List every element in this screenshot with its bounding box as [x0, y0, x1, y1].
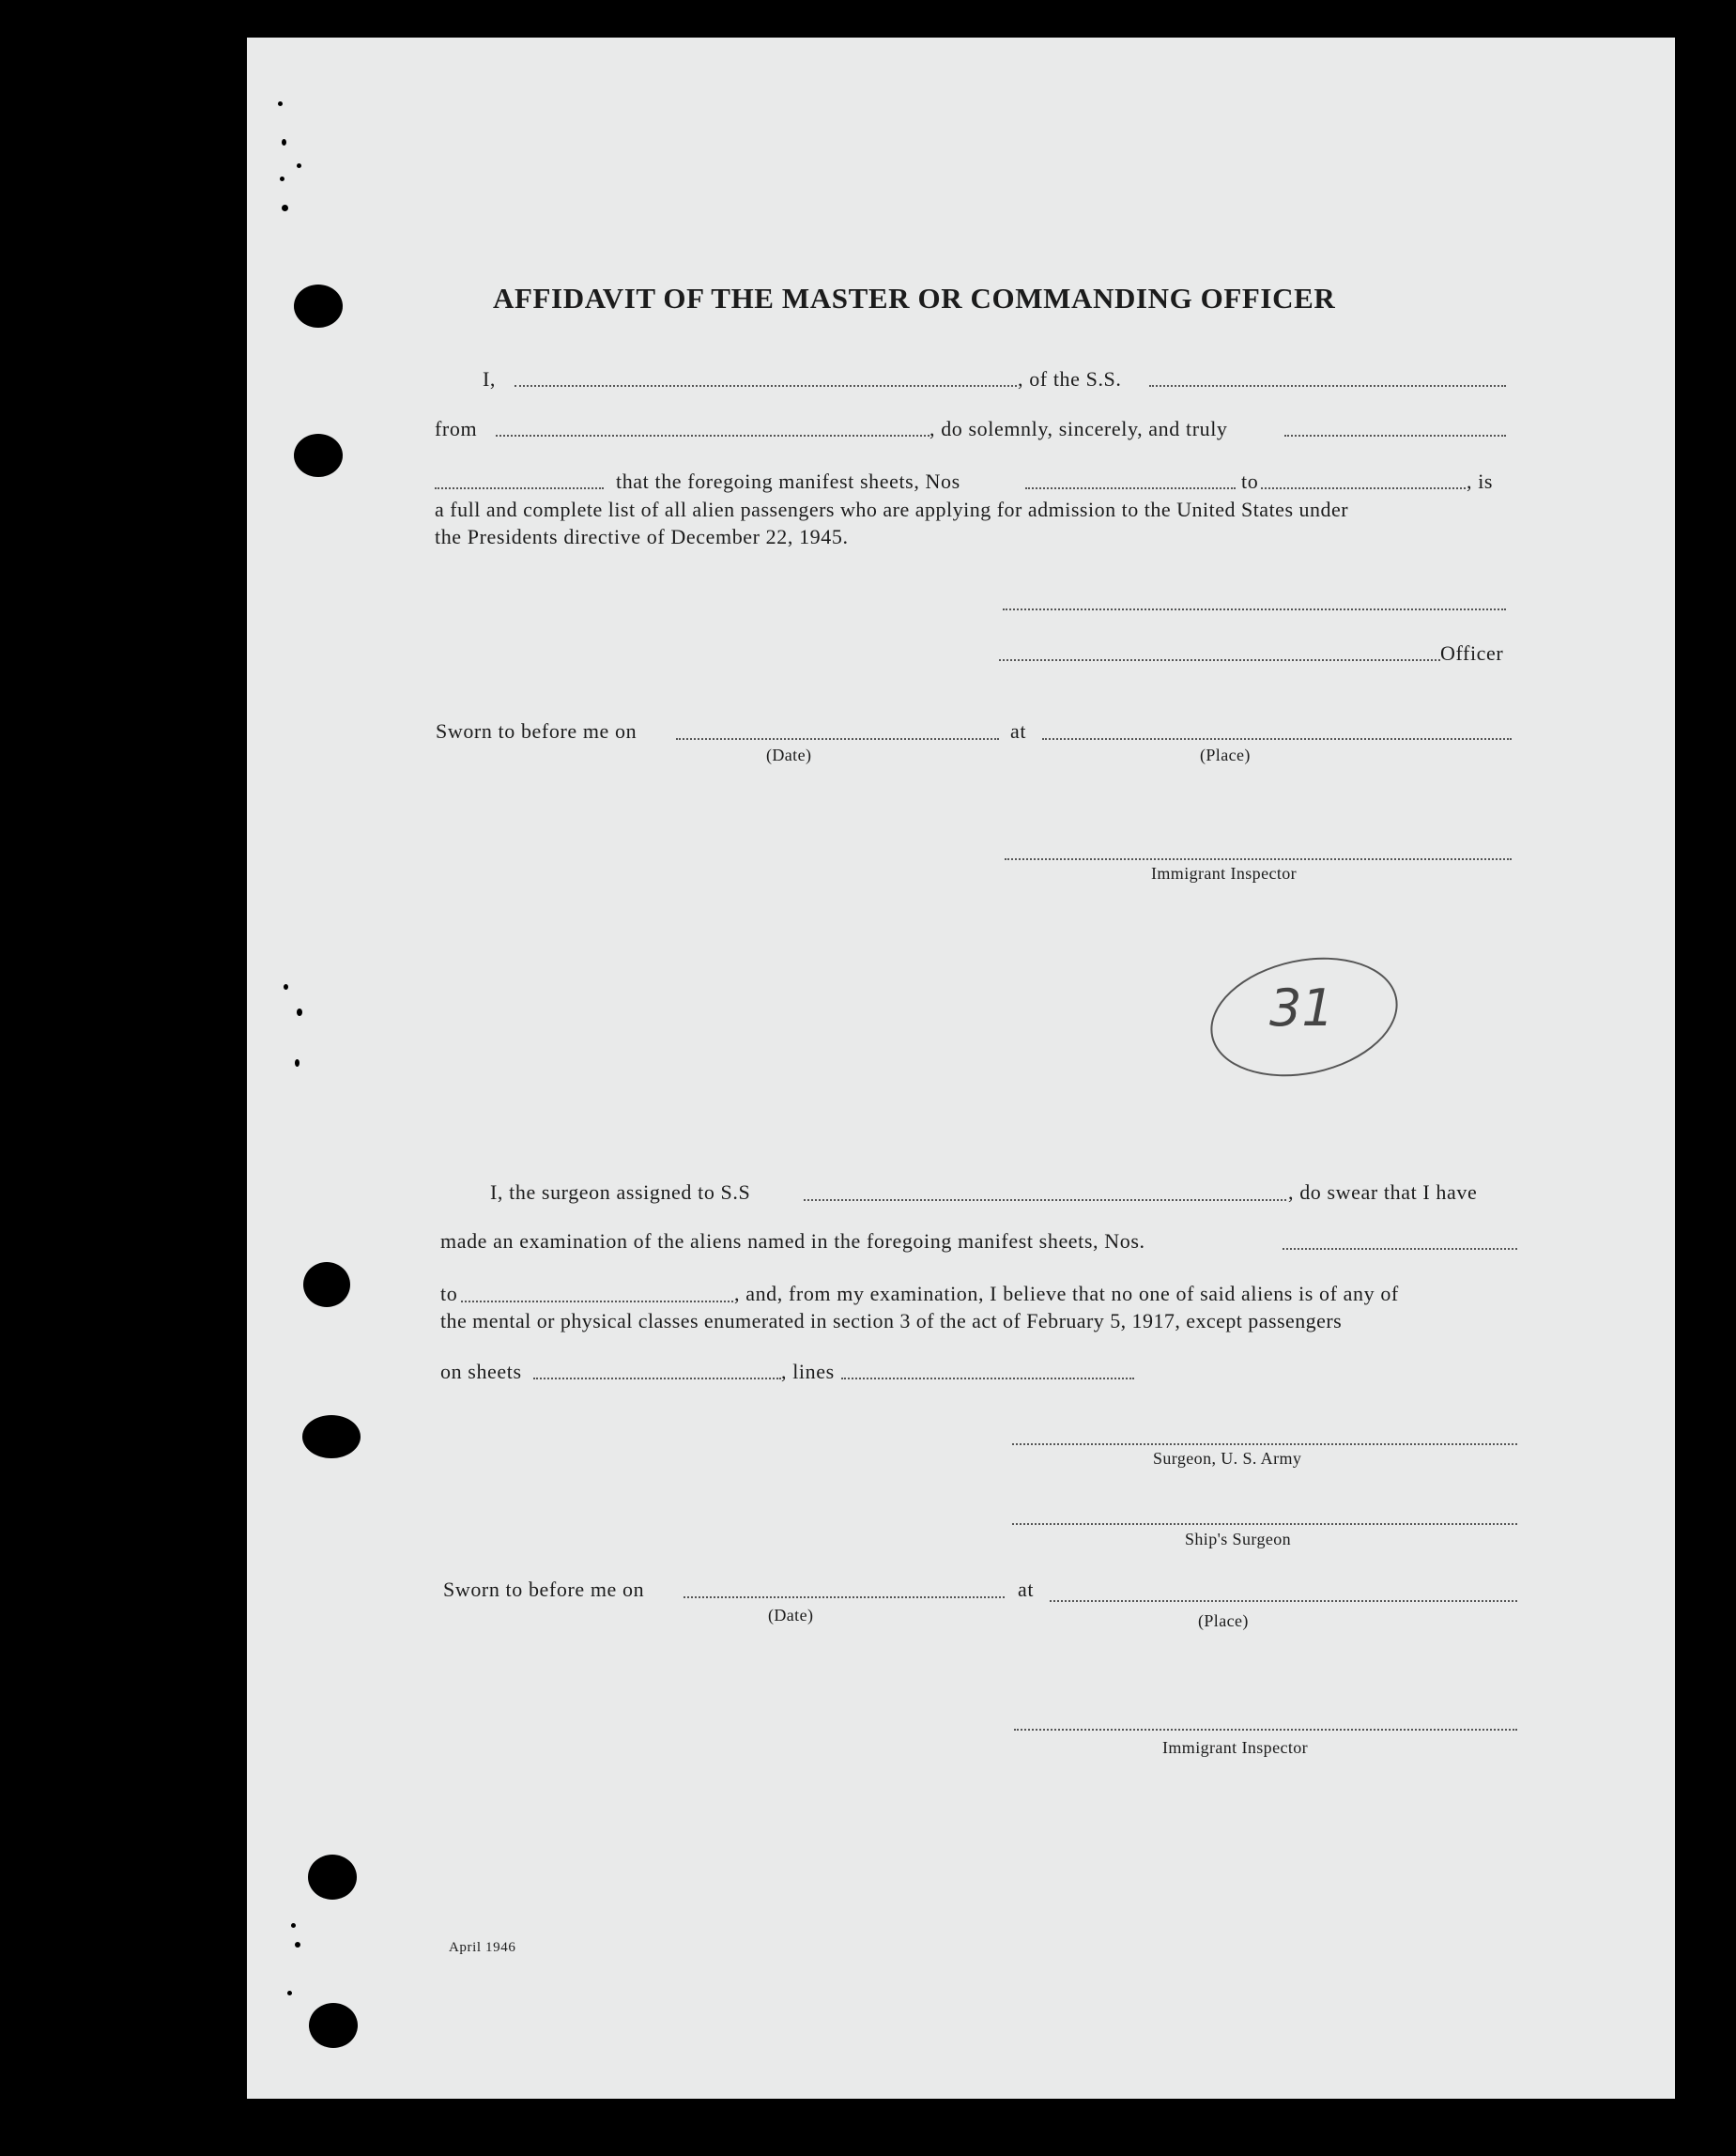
officer-label: Officer [1440, 641, 1504, 665]
surgeon-sworn-place-field[interactable] [1050, 1600, 1517, 1602]
officer-signature-field[interactable] [999, 659, 1440, 661]
army-surgeon-signature-field[interactable] [1012, 1443, 1517, 1445]
ships-surgeon-label: Ship's Surgeon [1185, 1530, 1292, 1548]
affidavit-text-line: a full and complete list of all alien passengers who are applying for admission to the United States under [435, 498, 1349, 521]
speck [295, 1942, 300, 1948]
manifest-sheets-label: that the foregoing manifest sheets, Nos [616, 470, 960, 493]
place-caption: (Place) [1198, 1611, 1249, 1630]
to-label: to [1241, 470, 1259, 493]
oath-verb-field[interactable] [435, 487, 604, 489]
inspector-signature-field[interactable] [1005, 858, 1512, 860]
surgeon-swear-label: , do swear that I have [1288, 1180, 1478, 1204]
from-label: from [435, 417, 478, 440]
speck [295, 1059, 300, 1067]
speck [278, 101, 283, 106]
date-caption: (Date) [766, 746, 812, 764]
date-caption: (Date) [768, 1606, 814, 1625]
affidavit-text-line: the Presidents directive of December 22, 1945. [435, 525, 849, 548]
surgeon-line: , and, from my examination, I believe that no one of said aliens is of any of [734, 1282, 1399, 1305]
speck [291, 1923, 296, 1928]
solemnly-label: , do solemnly, sincerely, and truly [929, 417, 1228, 440]
speck [297, 1009, 302, 1016]
speck [287, 1991, 292, 1995]
surgeon-sheet-to-field[interactable] [461, 1301, 733, 1302]
at-label: at [1018, 1578, 1035, 1601]
of-ss-label: , of the S.S. [1018, 367, 1122, 391]
speck [284, 984, 288, 990]
speck [282, 205, 288, 211]
master-signature-field[interactable] [1003, 608, 1506, 610]
sworn-label: Sworn to before me on [436, 719, 638, 743]
is-label: , is [1467, 470, 1494, 493]
except-lines-field[interactable] [841, 1378, 1134, 1379]
inspector-signature-field[interactable] [1014, 1729, 1517, 1731]
inspector-label: Immigrant Inspector [1151, 864, 1298, 883]
binder-hole [294, 285, 343, 328]
sworn-place-field[interactable] [1042, 738, 1512, 740]
surgeon-ship-field[interactable] [804, 1199, 1286, 1201]
on-sheets-label: on sheets [440, 1360, 522, 1383]
page-title: AFFIDAVIT OF THE MASTER OR COMMANDING OFFICER [493, 282, 1336, 315]
sheet-to-field[interactable] [1261, 487, 1466, 489]
army-surgeon-label: Surgeon, U. S. Army [1153, 1449, 1302, 1468]
speck [280, 177, 284, 181]
place-caption: (Place) [1200, 746, 1251, 764]
binder-hole [294, 434, 343, 477]
binder-hole [303, 1262, 350, 1307]
document-page [247, 38, 1675, 2099]
master-name-field[interactable] [515, 385, 1017, 387]
surgeon-sworn-date-field[interactable] [684, 1596, 1005, 1598]
binder-hole [309, 2003, 358, 2048]
surgeon-to-label: to [440, 1282, 458, 1305]
binder-hole [302, 1415, 361, 1458]
handwritten-number: 31 [1269, 978, 1334, 1038]
surgeon-line: the mental or physical classes enumerated in section 3 of the act of February 5, 1917, except passengers [440, 1309, 1343, 1332]
binder-hole [308, 1855, 357, 1900]
speck [282, 139, 286, 146]
surgeon-line: I, the surgeon assigned to S.S [490, 1180, 751, 1204]
line-i-label: I, [483, 367, 497, 391]
oath-word-field[interactable] [1284, 435, 1506, 437]
at-label: at [1010, 719, 1027, 743]
surgeon-line: made an examination of the aliens named in the foregoing manifest sheets, Nos. [440, 1229, 1145, 1253]
lines-label: , lines [781, 1360, 835, 1383]
from-port-field[interactable] [496, 435, 929, 437]
sheet-from-field[interactable] [1025, 487, 1236, 489]
inspector-label: Immigrant Inspector [1162, 1738, 1309, 1757]
ships-surgeon-signature-field[interactable] [1012, 1523, 1517, 1525]
footer-date: April 1946 [449, 1940, 516, 1955]
speck [297, 163, 301, 168]
surgeon-sheet-from-field[interactable] [1283, 1248, 1517, 1250]
ship-name-field[interactable] [1149, 385, 1506, 387]
sworn-date-field[interactable] [676, 738, 999, 740]
except-sheets-field[interactable] [533, 1378, 781, 1379]
sworn-label: Sworn to before me on [443, 1578, 645, 1601]
